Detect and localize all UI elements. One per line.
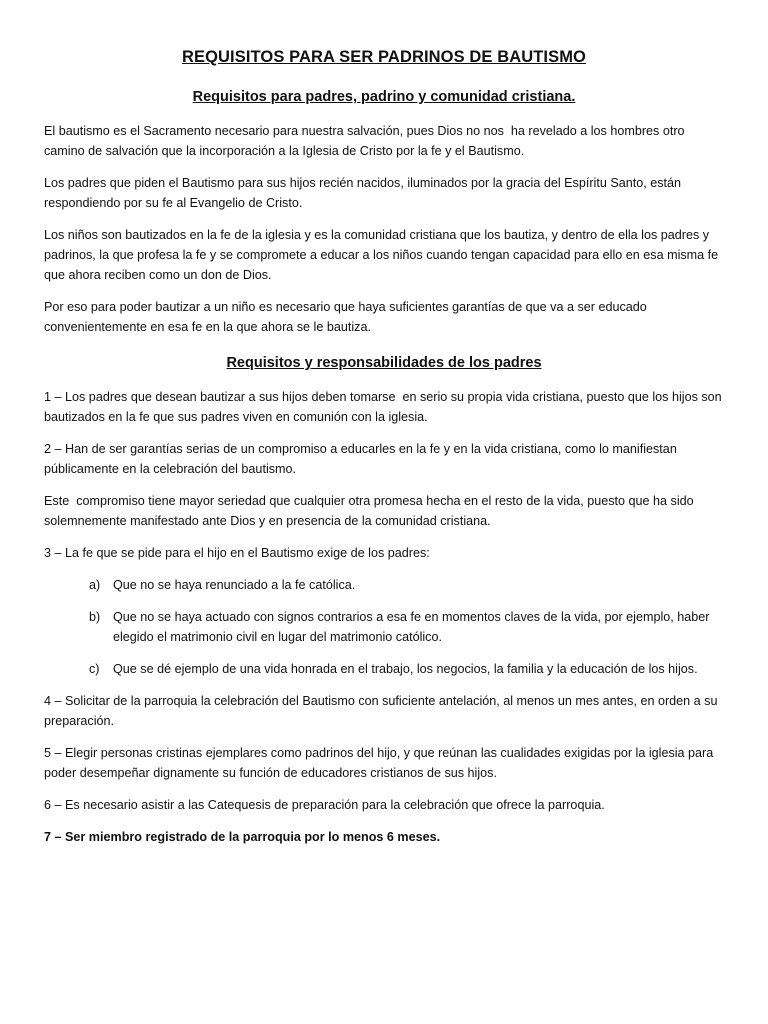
sub-list-text: Que se dé ejemplo de una vida honrada en el trabajo, los negocios, la familia y la educación de los hijos. xyxy=(113,662,698,676)
sub-list-text: Que no se haya actuado con signos contrarios a esa fe en momentos claves de la vida, por ejemplo, haber elegido el matrimonio civil en lugar del matrimonio católico. xyxy=(113,610,710,644)
sub-list-marker: a) xyxy=(89,578,101,592)
sub-list-marker: b) xyxy=(89,610,101,624)
section-heading-requisitos: Requisitos para padres, padrino y comunidad cristiana. xyxy=(192,89,576,105)
list-item: 6 – Es necesario asistir a las Catequesis de preparación para la celebración que ofrece la parroquia. xyxy=(44,798,605,812)
list-item-final: 7 – Ser miembro registrado de la parroquia por lo menos 6 meses. xyxy=(44,830,441,844)
document-title: REQUISITOS PARA SER PADRINOS DE BAUTISMO xyxy=(181,48,586,66)
sub-list-item xyxy=(44,659,724,679)
sub-list-item xyxy=(44,607,724,647)
paragraph: Los padres que piden el Bautismo para sus hijos recién nacidos, iluminados por la gracia del Espíritu Santo, están respondiendo por su fe al Evangelio de Cristo. xyxy=(44,176,685,210)
paragraph: Por eso para poder bautizar a un niño es necesario que haya suficientes garantías de que va a ser educado convenientemente en esa fe en la que ahora se le bautiza. xyxy=(44,300,651,334)
sub-list-item xyxy=(44,575,724,595)
list-item: 2 – Han de ser garantías serias de un compromiso a educarles en la fe y en la vida cristiana, como lo manifiestan públicamente en la celebración del bautismo. xyxy=(44,442,681,476)
sub-list-marker: c) xyxy=(89,662,100,676)
list-item: 3 – La fe que se pide para el hijo en el Bautismo exige de los padres: xyxy=(44,546,430,560)
sub-list xyxy=(44,575,724,679)
paragraph: El bautismo es el Sacramento necesario para nuestra salvación, pues Dios no nos ha revelado a los hombres otro camino de salvación que la incorporación a la Iglesia de Cristo por la fe y el Bautismo. xyxy=(44,124,689,158)
paragraph: Los niños son bautizados en la fe de la iglesia y es la comunidad cristiana que los bautiza, y dentro de ella los padres y padrinos, la que profesa la fe y se compromete a educar a los niños cuando tengan capacidad para ello en esa misma fe que ahora reciben como un don de Dios. xyxy=(44,228,722,282)
list-item: 4 – Solicitar de la parroquia la celebración del Bautismo con suficiente antelación, al menos un mes antes, en orden a su preparación. xyxy=(44,694,721,728)
list-item: 5 – Elegir personas cristinas ejemplares como padrinos del hijo, y que reúnan las cualidades exigidas por la iglesia para poder desempeñar dignamente su función de educadores cristianos de sus hijos. xyxy=(44,746,717,780)
list-item: 1 – Los padres que desean bautizar a sus hijos deben tomarse en serio su propia vida cristiana, puesto que los hijos son bautizados en la fe que sus padres viven en comunión con la iglesia. xyxy=(44,390,726,424)
section-heading-responsabilidades: Requisitos y responsabilidades de los padres xyxy=(226,355,542,371)
paragraph: Este compromiso tiene mayor seriedad que cualquier otra promesa hecha en el resto de la vida, puesto que ha sido solemnemente manifestado ante Dios y en presencia de la comunidad cristiana. xyxy=(44,494,698,528)
sub-list-text: Que no se haya renunciado a la fe católica. xyxy=(113,578,356,592)
